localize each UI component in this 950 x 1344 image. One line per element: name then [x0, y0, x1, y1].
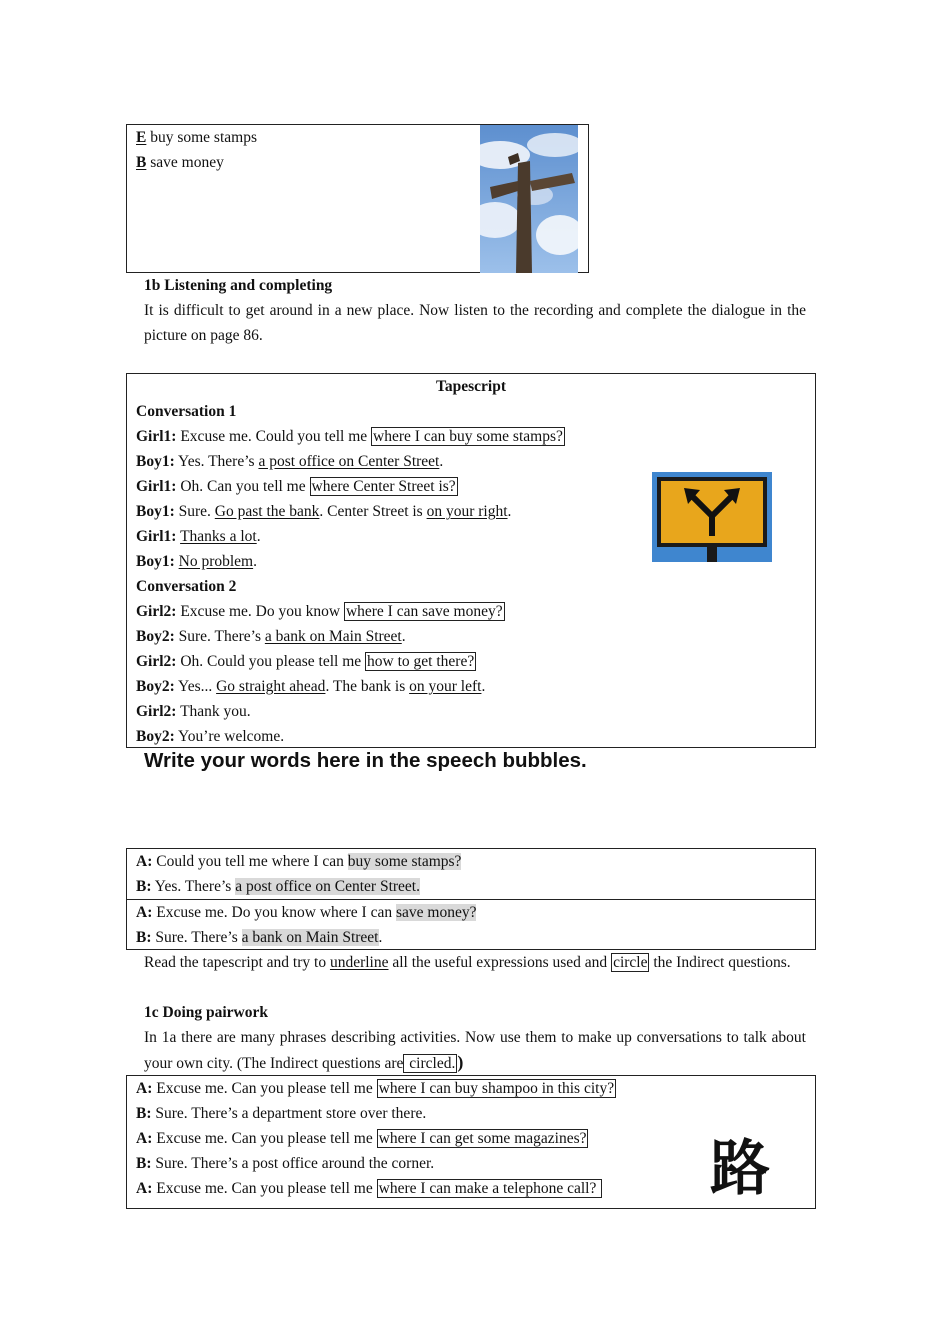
- boxed-question: how to get there?: [367, 653, 475, 670]
- section-1b-body: It is difficult to get around in a new place. Now listen to the recording and complete the dialogue in the picture on page 86.: [144, 302, 806, 344]
- section-1b-title: 1b Listening and completing: [144, 277, 333, 294]
- dialogue-line: Girl2: Oh. Could you please tell me how to get there?: [136, 653, 475, 670]
- circle-word: circle: [613, 954, 648, 971]
- section-1c-title: 1c Doing pairwork: [144, 1004, 268, 1021]
- boxed-question: where I can buy shampoo in this city?: [378, 1080, 615, 1097]
- dialogue-line: Boy2: You’re welcome.: [136, 728, 285, 745]
- pairwork-line: B: Sure. There’s a department store over there.: [136, 1105, 427, 1122]
- dialogue-line: Girl1: Thanks a lot.: [136, 528, 261, 545]
- dialogue-line: Boy2: Yes... Go straight ahead. The bank is on your left.: [136, 678, 486, 695]
- boxed-question: where I can buy some stamps?: [373, 428, 563, 445]
- speech-bubble-heading: Write your words here in the speech bubbles.: [144, 749, 587, 772]
- pairwork-line: A: Excuse me. Can you please tell me where I can make a telephone call?: [136, 1180, 601, 1197]
- boxed-question: where I can make a telephone call?: [378, 1180, 601, 1197]
- highlighted-answer: a post office on Center Street.: [235, 878, 420, 895]
- activity-item: [136, 125, 257, 150]
- speaker: Boy2:: [136, 728, 175, 745]
- speaker: Boy1:: [136, 553, 175, 570]
- conversation-1-title: Conversation 1: [136, 403, 237, 420]
- speaker: Boy1:: [136, 453, 175, 470]
- speaker: Boy1:: [136, 503, 175, 520]
- circled-sample: circled.: [405, 1055, 456, 1072]
- activity-letter: B: [136, 154, 147, 171]
- answer-line: A: Excuse me. Do you know where I can save money?: [136, 904, 477, 921]
- speaker: Boy2:: [136, 678, 175, 695]
- signpost-image: [480, 125, 578, 273]
- speaker: Girl1:: [136, 478, 177, 495]
- activity-letter: E: [136, 129, 147, 146]
- boxed-question: where Center Street is?: [311, 478, 456, 495]
- speaker: Girl2:: [136, 653, 177, 670]
- activity-box: [126, 124, 589, 273]
- underlined-phrase: a bank on Main Street: [264, 628, 402, 645]
- speaker: Girl2:: [136, 603, 177, 620]
- activity-text: buy some stamps: [146, 129, 257, 146]
- dialogue-line: Boy1: Yes. There’s a post office on Center Street.: [136, 453, 444, 470]
- dialogue-line: Boy2: Sure. There’s a bank on Main Street.: [136, 628, 406, 645]
- speaker: Girl1:: [136, 428, 177, 445]
- answer-line: B: Yes. There’s a post office on Center Street.: [136, 878, 420, 895]
- section-1c-body: In 1a there are many phrases describing activities. Now use them to make up conversations to talk about your own city. (The Indirect questions are circled. ): [144, 1029, 806, 1072]
- underlined-phrase: Thanks a lot: [180, 528, 257, 545]
- speaker: Girl1:: [136, 528, 177, 545]
- underlined-phrase: on your right: [426, 503, 508, 520]
- answer-line: B: Sure. There’s a bank on Main Street.: [136, 929, 383, 946]
- highlighted-answer: save money?: [395, 904, 477, 921]
- underlined-phrase: Go straight ahead: [216, 678, 326, 695]
- highlighted-answer: buy some stamps?: [347, 853, 462, 870]
- fork-road-sign-image: [652, 472, 772, 562]
- tapescript-box: [126, 373, 816, 748]
- underlined-phrase: a post office on Center Street: [258, 453, 440, 470]
- road-character-image: 路: [710, 1134, 770, 1204]
- underlined-phrase: Go past the bank: [214, 503, 320, 520]
- speaker: Boy2:: [136, 628, 175, 645]
- answer-line: A: Could you tell me where I can buy some stamps?: [136, 853, 462, 870]
- dialogue-line: Girl1: Oh. Can you tell me where Center Street is?: [136, 478, 456, 495]
- instruction-paragraph: Read the tapescript and try to underline all the useful expressions used and circle the Indirect questions.: [144, 954, 791, 971]
- dialogue-line: Girl1: Excuse me. Could you tell me where I can buy some stamps?: [136, 428, 563, 445]
- pairwork-box: [126, 1075, 816, 1209]
- speaker: Girl2:: [136, 703, 177, 720]
- dialogue-line: Boy1: No problem.: [136, 553, 257, 570]
- pairwork-line: A: Excuse me. Can you please tell me where I can buy shampoo in this city?: [136, 1080, 615, 1097]
- dialogue-line: Boy1: Sure. Go past the bank. Center Street is on your right.: [136, 503, 512, 520]
- conversation-2-title: Conversation 2: [136, 578, 237, 595]
- dialogue-line: Girl2: Excuse me. Do you know where I can save money?: [136, 603, 503, 620]
- pairwork-line: A: Excuse me. Can you please tell me where I can get some magazines?: [136, 1130, 587, 1147]
- underlined-phrase: No problem: [178, 553, 254, 570]
- boxed-question: where I can save money?: [345, 603, 503, 620]
- activity-text: save money: [146, 154, 224, 171]
- activity-item: [136, 150, 224, 175]
- boxed-question: where I can get some magazines?: [378, 1130, 587, 1147]
- tapescript-title: Tapescript: [435, 378, 507, 395]
- dialogue-line: Girl2: Thank you.: [136, 703, 251, 720]
- underline-word: underline: [329, 954, 389, 971]
- speech-bubble-answers: [126, 848, 816, 950]
- pairwork-line: B: Sure. There’s a post office around the corner.: [136, 1155, 435, 1172]
- underlined-phrase: on your left: [409, 678, 482, 695]
- highlighted-answer: a bank on Main Street: [241, 929, 379, 946]
